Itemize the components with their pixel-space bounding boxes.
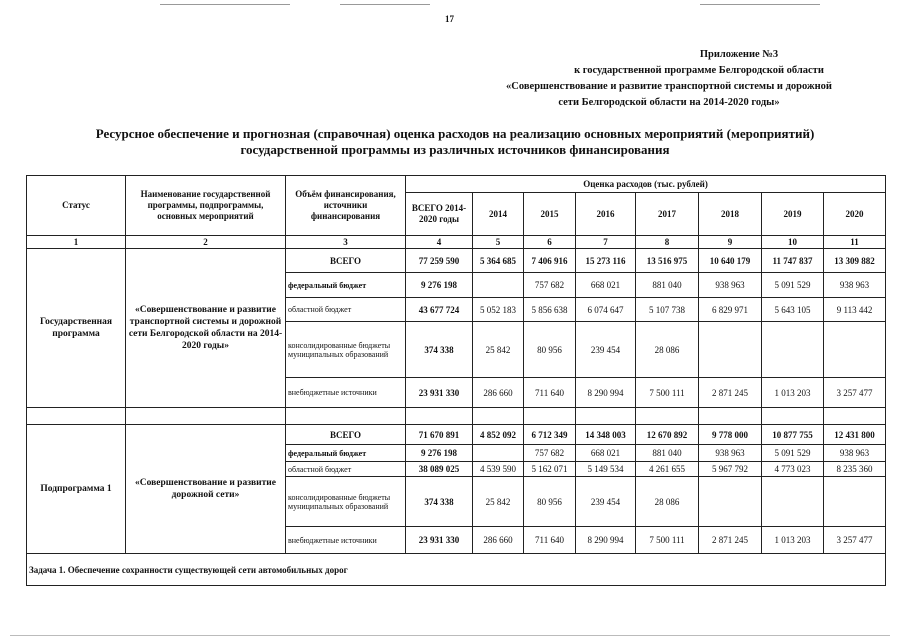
value-cell: 1 013 203 (762, 378, 824, 408)
value-cell: 5 967 792 (699, 462, 762, 477)
table-row (27, 249, 886, 273)
value-cell: 711 640 (524, 527, 576, 554)
value-cell: 3 257 477 (824, 378, 886, 408)
value-cell: 5 091 529 (762, 445, 824, 462)
value-cell: 14 348 003 (576, 425, 636, 445)
source-label: областной бюджет (286, 462, 406, 477)
value-cell: 8 290 994 (576, 378, 636, 408)
appendix-line-1: Приложение №3 (699, 49, 779, 60)
value-cell: 28 086 (636, 322, 699, 378)
value-cell: 239 454 (576, 477, 636, 527)
empty-cell (286, 408, 406, 425)
value-cell: 11 747 837 (762, 249, 824, 273)
value-cell: 2 871 245 (699, 378, 762, 408)
value-cell: 239 454 (576, 322, 636, 378)
source-label: федеральный бюджет (286, 445, 406, 462)
value-cell (473, 445, 524, 462)
subprogram-name: «Совершенствование и развитие дорожной сети» (126, 425, 286, 554)
header-year: 2020 (824, 193, 886, 236)
column-number: 6 (524, 236, 576, 249)
value-cell: 12 670 892 (636, 425, 699, 445)
value-cell (762, 477, 824, 527)
scan-artifact-top (160, 4, 290, 5)
value-cell: 881 040 (636, 445, 699, 462)
value-cell: 38 089 025 (406, 462, 473, 477)
title-line-1: Ресурсное обеспечение и прогнозная (справочная) оценка расходов на реализацию основных мероприятий (мероприятий) (95, 126, 815, 141)
value-cell: 4 261 655 (636, 462, 699, 477)
source-label: консолидированные бюджеты муниципальных образований (286, 477, 406, 527)
column-number: 10 (762, 236, 824, 249)
appendix-line-3: «Совершенствование и развитие транспортной системы и дорожной (506, 81, 832, 92)
empty-cell (27, 408, 126, 425)
document-title (30, 126, 880, 158)
program-name: «Совершенствование и развитие транспортной системы и дорожной сети Белгородской области на 2014-2020 годы» (126, 249, 286, 408)
header-year: 2016 (576, 193, 636, 236)
column-number: 7 (576, 236, 636, 249)
value-cell: 28 086 (636, 477, 699, 527)
value-cell: 25 842 (473, 477, 524, 527)
appendix-line-2: к государственной программе Белгородской области (574, 65, 824, 76)
value-cell: 10 877 755 (762, 425, 824, 445)
subprogram-status: Подпрограмма 1 (27, 425, 126, 554)
column-number: 8 (636, 236, 699, 249)
column-number: 3 (286, 236, 406, 249)
value-cell: 5 107 738 (636, 298, 699, 322)
value-cell: 5 091 529 (762, 273, 824, 298)
program-status: Государственная программа (27, 249, 126, 408)
header-name: Наименование государственной программы, подпрограммы, основных мероприятий (126, 176, 286, 236)
value-cell: 938 963 (699, 445, 762, 462)
value-cell: 6 712 349 (524, 425, 576, 445)
value-cell: 9 276 198 (406, 445, 473, 462)
column-number: 4 (406, 236, 473, 249)
value-cell: 8 290 994 (576, 527, 636, 554)
value-cell: 668 021 (576, 273, 636, 298)
value-cell: 286 660 (473, 378, 524, 408)
header-year: 2015 (524, 193, 576, 236)
header-volume: Объём финансирования, источники финансирования (286, 176, 406, 236)
value-cell: 13 516 975 (636, 249, 699, 273)
task-label: Задача 1. Обеспечение сохранности существующей сети автомобильных дорог (27, 554, 886, 586)
source-label: внебюджетные источники (286, 378, 406, 408)
value-cell (699, 322, 762, 378)
value-cell: 881 040 (636, 273, 699, 298)
column-number: 1 (27, 236, 126, 249)
value-cell: 5 149 534 (576, 462, 636, 477)
title-line-2: государственной программы из различных источников финансирования (240, 142, 670, 157)
page-number: 17 (445, 14, 454, 24)
empty-cell (576, 408, 636, 425)
value-cell: 757 682 (524, 445, 576, 462)
empty-cell (524, 408, 576, 425)
header-estimate: Оценка расходов (тыс. рублей) (406, 176, 886, 193)
value-cell: 374 338 (406, 477, 473, 527)
value-cell: 4 773 023 (762, 462, 824, 477)
value-cell (699, 477, 762, 527)
header-status: Статус (27, 176, 126, 236)
value-cell: 4 539 590 (473, 462, 524, 477)
value-cell: 3 257 477 (824, 527, 886, 554)
value-cell: 711 640 (524, 378, 576, 408)
header-year: 2018 (699, 193, 762, 236)
value-cell (473, 273, 524, 298)
column-number: 9 (699, 236, 762, 249)
value-cell: 12 431 800 (824, 425, 886, 445)
column-number: 5 (473, 236, 524, 249)
value-cell (762, 322, 824, 378)
column-number: 2 (126, 236, 286, 249)
value-cell: 7 406 916 (524, 249, 576, 273)
value-cell: 5 364 685 (473, 249, 524, 273)
value-cell: 10 640 179 (699, 249, 762, 273)
value-cell: 23 931 330 (406, 527, 473, 554)
header-year: 2019 (762, 193, 824, 236)
appendix-line-4: сети Белгородской области на 2014-2020 годы» (558, 97, 780, 108)
source-label: ВСЕГО (286, 249, 406, 273)
value-cell: 5 643 105 (762, 298, 824, 322)
value-cell: 9 113 442 (824, 298, 886, 322)
value-cell: 9 276 198 (406, 273, 473, 298)
empty-cell (406, 408, 473, 425)
value-cell: 25 842 (473, 322, 524, 378)
value-cell: 668 021 (576, 445, 636, 462)
value-cell: 5 856 638 (524, 298, 576, 322)
empty-cell (473, 408, 524, 425)
budget-table (26, 175, 886, 586)
value-cell: 938 963 (699, 273, 762, 298)
appendix-header (459, 47, 879, 111)
value-cell: 5 052 183 (473, 298, 524, 322)
empty-cell (699, 408, 762, 425)
value-cell: 43 677 724 (406, 298, 473, 322)
header-total: ВСЕГО 2014-2020 годы (406, 193, 473, 236)
value-cell: 9 778 000 (699, 425, 762, 445)
value-cell: 13 309 882 (824, 249, 886, 273)
source-label: федеральный бюджет (286, 273, 406, 298)
empty-cell (824, 408, 886, 425)
value-cell: 71 670 891 (406, 425, 473, 445)
value-cell: 286 660 (473, 527, 524, 554)
value-cell: 2 871 245 (699, 527, 762, 554)
header-year: 2017 (636, 193, 699, 236)
value-cell: 374 338 (406, 322, 473, 378)
source-label: консолидированные бюджеты муниципальных образований (286, 322, 406, 378)
spacer-row (27, 408, 886, 425)
value-cell: 6 074 647 (576, 298, 636, 322)
value-cell: 938 963 (824, 445, 886, 462)
value-cell (824, 322, 886, 378)
task-row (27, 554, 886, 586)
value-cell: 80 956 (524, 477, 576, 527)
empty-cell (126, 408, 286, 425)
value-cell: 757 682 (524, 273, 576, 298)
value-cell: 80 956 (524, 322, 576, 378)
value-cell: 7 500 111 (636, 378, 699, 408)
value-cell: 77 259 590 (406, 249, 473, 273)
header-year: 2014 (473, 193, 524, 236)
value-cell: 7 500 111 (636, 527, 699, 554)
source-label: ВСЕГО (286, 425, 406, 445)
table-row (27, 425, 886, 445)
source-label: внебюджетные источники (286, 527, 406, 554)
scan-artifact-top (340, 4, 430, 5)
value-cell: 4 852 092 (473, 425, 524, 445)
empty-cell (762, 408, 824, 425)
value-cell: 23 931 330 (406, 378, 473, 408)
value-cell: 938 963 (824, 273, 886, 298)
column-number: 11 (824, 236, 886, 249)
value-cell: 15 273 116 (576, 249, 636, 273)
scan-artifact-top (700, 4, 820, 5)
scan-artifact-bottom (10, 635, 890, 636)
value-cell: 6 829 971 (699, 298, 762, 322)
value-cell: 5 162 071 (524, 462, 576, 477)
value-cell: 8 235 360 (824, 462, 886, 477)
source-label: областной бюджет (286, 298, 406, 322)
value-cell: 1 013 203 (762, 527, 824, 554)
value-cell (824, 477, 886, 527)
empty-cell (636, 408, 699, 425)
